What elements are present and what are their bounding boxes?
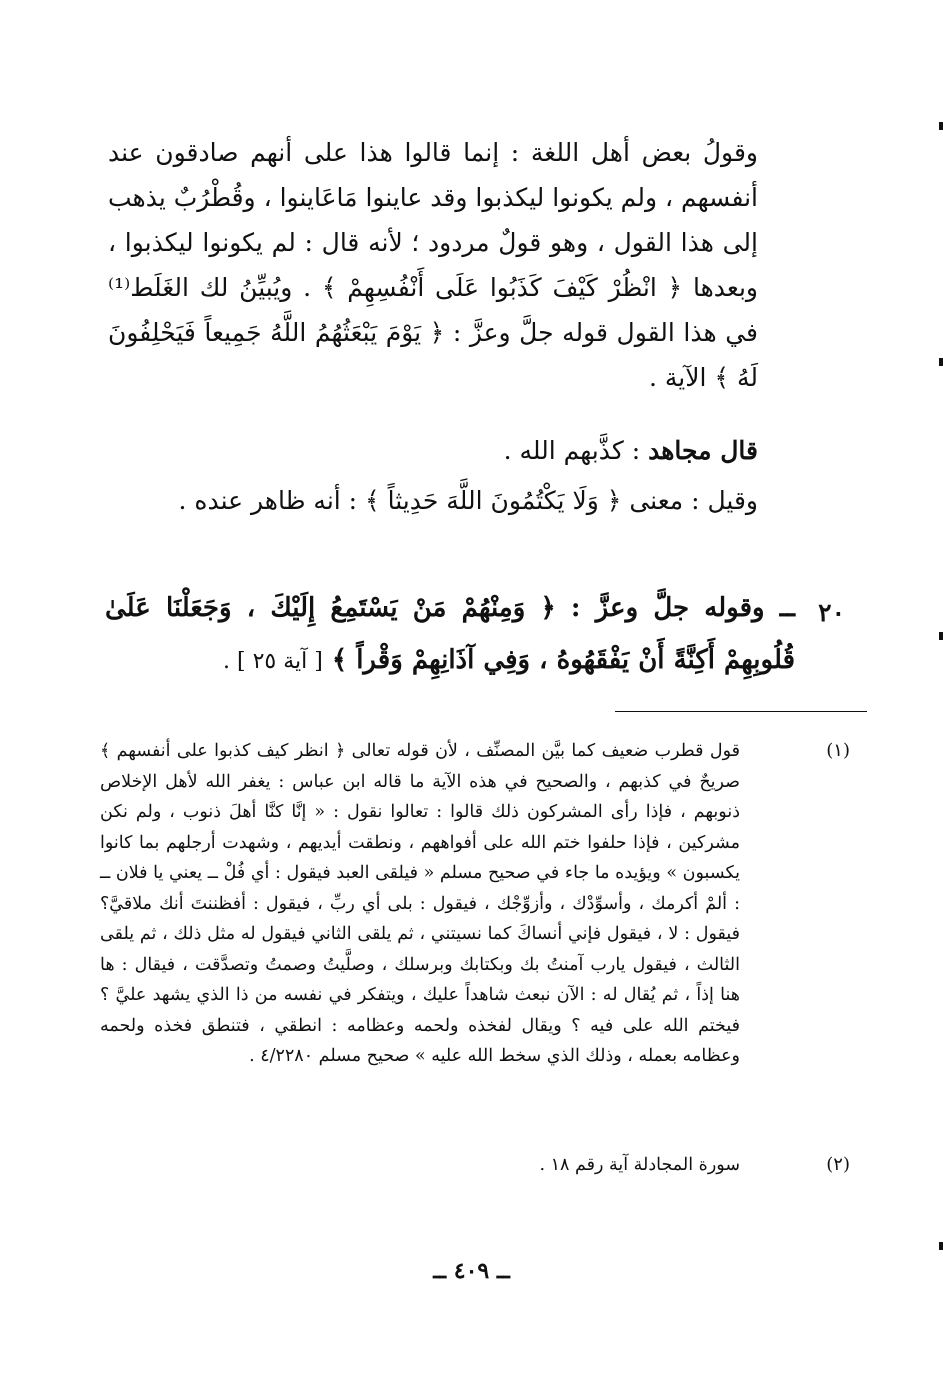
main-paragraph-1: [108, 130, 758, 400]
footnote-text: قول قطرب ضعيف كما بيَّن المصنِّف ، لأن قوله تعالى ﴿ انظر كيف كذبوا على أنفسهم ﴾ صريحٌ في كذبهم ، والصحيح في هذه الآية ما قاله ابن عباس : يغفر الله لأهل الإخلاص ذنوبهم ، فإذا رأى المشركون ذلك قالوا : تعالوا نقول : « إنَّا كنَّا أهلَ ذنوب ، ولم نكن مشركين ، فإذا حلفوا ختم الله على أفواههم ، ونطقت أيديهم ، وشهدت أرجلهم بما كانوا يكسبون » ويؤيده ما جاء في صحيح مسلم « فيلقى العبد فيقول : أي فُلْ ــ يعني يا فلان ــ : ألمْ أكرمك ، وأسوِّدْك ، وأزوِّجْك ، فيقول : بلى أي ربِّ ، فيقول : أفظننتَ أنك ملاقيَّ؟ فيقول : لا ، فيقول فإني أنساكَ كما نسيتني ، ثم يلقى الثاني فيقول له مثل ذلك ، ثم يلقى الثالث ، فيقول يارب آمنتُ بك وبكتابك وبرسلك ، وصلَّيتُ وصمتُ وتصدَّقت ، فيقال : ها هنا إذاً ، ثم يُقال له : الآن نبعث شاهداً عليك ، ويتفكر في نفسه من ذا الذي يشهد عليَّ ؟ فيختم الله على فيه ؟ ويقال لفخذه ولحمه وعظامه : انطقي ، فتنطق فخذه ولحمه وعظامه بعمله ، وذلك الذي سخط الله عليه » صحيح مسلم ٤/٢٢٨٠ .: [100, 741, 740, 1066]
paragraph-text: [108, 428, 758, 473]
paragraph-text: وقيل : معنى ﴿ وَلَا يَكْتُمُونَ اللَّهَ حَدِيثاً ﴾ : أنه ظاهر عنده .: [178, 486, 758, 515]
main-paragraph-3: [108, 478, 758, 523]
paragraph-text: وقولُ بعض أهل اللغة : إنما قالوا هذا على أنهم صادقون عند أنفسهم ، ولم يكونوا ليكذبوا وقد عاينوا مَاعَاينوا ، وقُطْرُبٌ يذهب إلى هذا القول ، وهو قولٌ مردود ؛ لأنه قال : لم يكونوا ليكذبوا ، وبعدها ﴿ انْظُرْ كَيْفَ كَذَبُوا عَلَى أَنْفُسِهِمْ ﴾ . ويُبيِّنُ لك الغَلَط⁽¹⁾ في هذا القول قوله جلَّ وعزَّ : ﴿ يَوْمَ يَبْعَثُهُمُ اللَّهُ جَمِيعاً فَيَحْلِفُونَ لَهُ ﴾ الآية .: [108, 138, 758, 392]
mujahid-quote: : كذَّبهم الله .: [503, 436, 649, 465]
verse-reference: [ آية ٢٥ ] .: [223, 649, 323, 674]
margin-mark: [939, 122, 943, 130]
section-heading: [105, 582, 795, 688]
footnote-text: سورة المجادلة آية رقم ١٨ .: [539, 1155, 740, 1175]
page-number: ــ ٤٠٩ ــ: [433, 1258, 510, 1284]
heading-text: ــ وقوله جلَّ وعزَّ : ﴿ وَمِنْهُمْ مَنْ يَسْتَمِعُ إِلَيْكَ ، وَجَعَلْنَا عَلَىٰ قُلُوبِهِمْ أَكِنَّةً أَنْ يَفْقَهُوهُ ، وَفِي آذَانِهِمْ وَقْراً ﴾: [105, 593, 795, 675]
margin-mark: [939, 358, 943, 366]
footnote-2: [100, 1150, 740, 1181]
footnote-divider: [615, 711, 867, 712]
section-number: ٢٠: [818, 598, 845, 627]
margin-mark: [939, 1242, 943, 1250]
footnote-number: (٢): [826, 1154, 850, 1175]
footnote-1: [100, 736, 740, 1072]
mujahid-label: قال مجاهد: [648, 436, 758, 465]
margin-mark: [939, 632, 943, 640]
footnote-number: (١): [826, 740, 850, 761]
main-paragraph-2: [108, 428, 758, 473]
